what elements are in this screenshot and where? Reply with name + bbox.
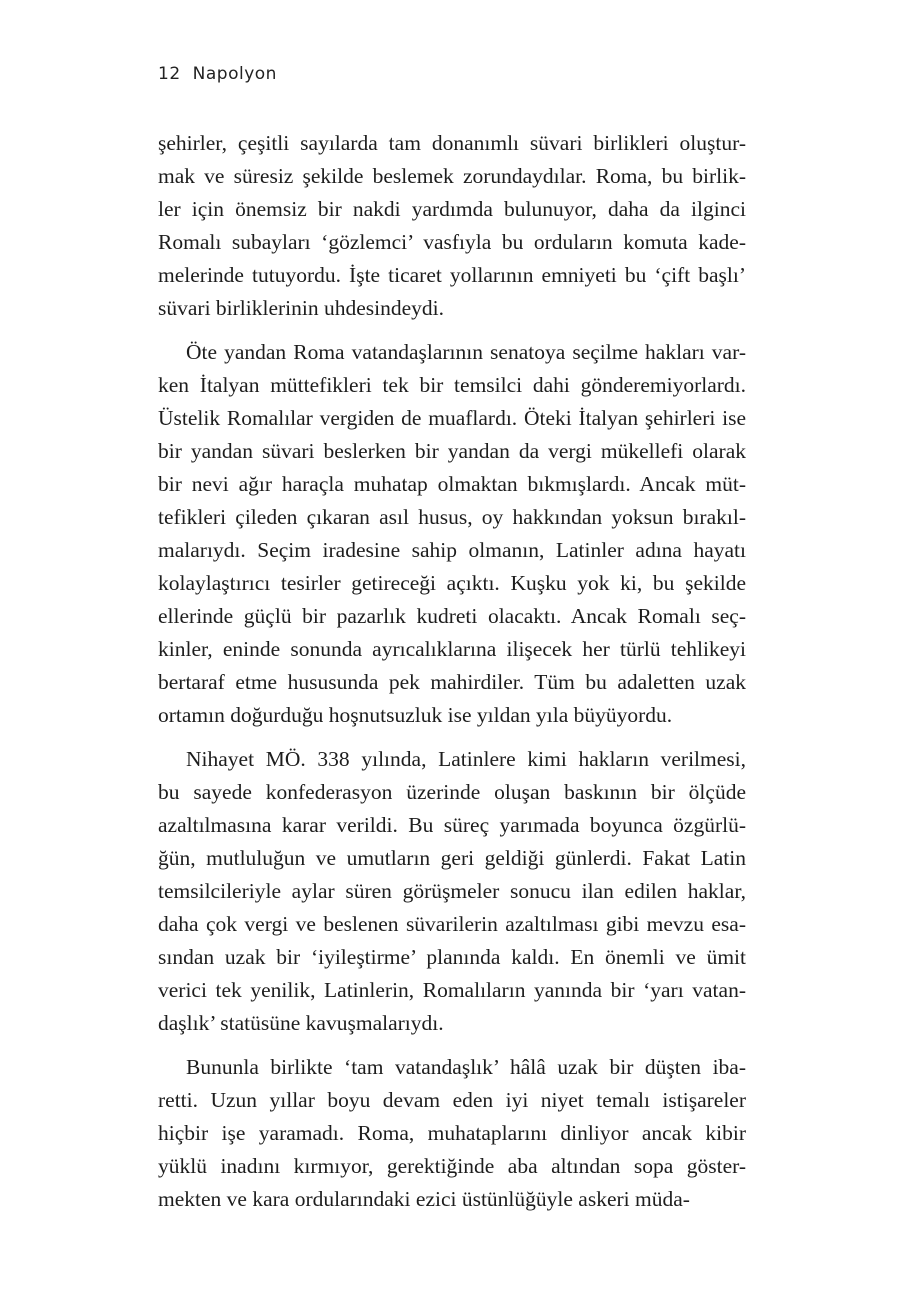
paragraph xyxy=(158,1051,746,1216)
running-header xyxy=(158,64,277,84)
text-line: şehirler, çeşitli sayılarda tam donanımlı süvari birlikleri oluştur- xyxy=(158,131,746,155)
body-text xyxy=(158,127,746,1227)
text-line: süvari birliklerinin uhdesindeydi. xyxy=(158,296,445,320)
text-line: Üstelik Romalılar vergiden de muaflardı. Öteki İtalyan şehirleri ise xyxy=(158,406,746,430)
paragraph xyxy=(158,743,746,1040)
text-line: daha çok vergi ve beslenen süvarilerin azaltılması gibi mevzu esa- xyxy=(158,912,746,936)
text-line: ler için önemsiz bir nakdi yardımda bulunuyor, daha da ilginci xyxy=(158,197,746,221)
paragraph xyxy=(158,127,746,325)
text-line: temsilcileriyle aylar süren görüşmeler sonucu ilan edilen haklar, xyxy=(158,879,746,903)
text-line: Bununla birlikte ‘tam vatandaşlık’ hâlâ uzak bir düşten iba- xyxy=(186,1055,746,1079)
text-line: mekten ve kara ordularındaki ezici üstünlüğüyle askeri müda- xyxy=(158,1187,690,1211)
text-line: retti. Uzun yıllar boyu devam eden iyi niyet temalı istişareler xyxy=(158,1088,746,1112)
text-line: daşlık’ statüsüne kavuşmalarıydı. xyxy=(158,1011,444,1035)
text-line: melerinde tutuyordu. İşte ticaret yollarının emniyeti bu ‘çift başlı’ xyxy=(158,263,746,287)
text-line: mak ve süresiz şekilde beslemek zorundaydılar. Roma, bu birlik- xyxy=(158,164,746,188)
text-line: azaltılmasına karar verildi. Bu süreç yarımada boyunca özgürlü- xyxy=(158,813,746,837)
text-line: kinler, eninde sonunda ayrıcalıklarına ilişecek her türlü tehlikeyi xyxy=(158,637,746,661)
running-title: Napolyon xyxy=(192,64,277,84)
text-line: ğün, mutluluğun ve umutların geri geldiği günlerdi. Fakat Latin xyxy=(158,846,746,870)
text-line: bertaraf etme hususunda pek mahirdiler. Tüm bu adaletten uzak xyxy=(158,670,746,694)
text-line: bu sayede konfederasyon üzerinde oluşan baskının bir ölçüde xyxy=(158,780,746,804)
text-line: Romalı subayları ‘gözlemci’ vasfıyla bu orduların komuta kade- xyxy=(158,230,746,254)
text-line: sından uzak bir ‘iyileştirme’ planında kaldı. En önemli ve ümit xyxy=(158,945,746,969)
text-line: hiçbir işe yaramadı. Roma, muhataplarını dinliyor ancak kibir xyxy=(158,1121,746,1145)
text-line: verici tek yenilik, Latinlerin, Romalıların yanında bir ‘yarı vatan- xyxy=(158,978,746,1002)
text-line: kolaylaştırıcı tesirler getireceği açıktı. Kuşku yok ki, bu şekilde xyxy=(158,571,746,595)
text-line: ortamın doğurduğu hoşnutsuzluk ise yıldan yıla büyüyordu. xyxy=(158,703,673,727)
paragraph xyxy=(158,336,746,732)
text-line: ellerinde güçlü bir pazarlık kudreti olacaktı. Ancak Romalı seç- xyxy=(158,604,746,628)
text-line: Öte yandan Roma vatandaşlarının senatoya seçilme hakları var- xyxy=(186,340,746,364)
text-line: bir yandan süvari beslerken bir yandan da vergi mükellefi olarak xyxy=(158,439,746,463)
text-line: tefikleri çileden çıkaran asıl husus, oy hakkından yoksun bırakıl- xyxy=(158,505,746,529)
text-line: Nihayet MÖ. 338 yılında, Latinlere kimi hakların verilmesi, xyxy=(186,747,746,771)
text-line: bir nevi ağır haraçla muhatap olmaktan bıkmışlardı. Ancak müt- xyxy=(158,472,746,496)
text-line: ken İtalyan müttefikleri tek bir temsilci dahi gönderemiyorlardı. xyxy=(158,373,746,397)
text-line: yüklü inadını kırmıyor, gerektiğinde aba altından sopa göster- xyxy=(158,1154,746,1178)
page-number: 12 xyxy=(158,64,181,84)
text-line: malarıydı. Seçim iradesine sahip olmanın, Latinler adına hayatı xyxy=(158,538,746,562)
